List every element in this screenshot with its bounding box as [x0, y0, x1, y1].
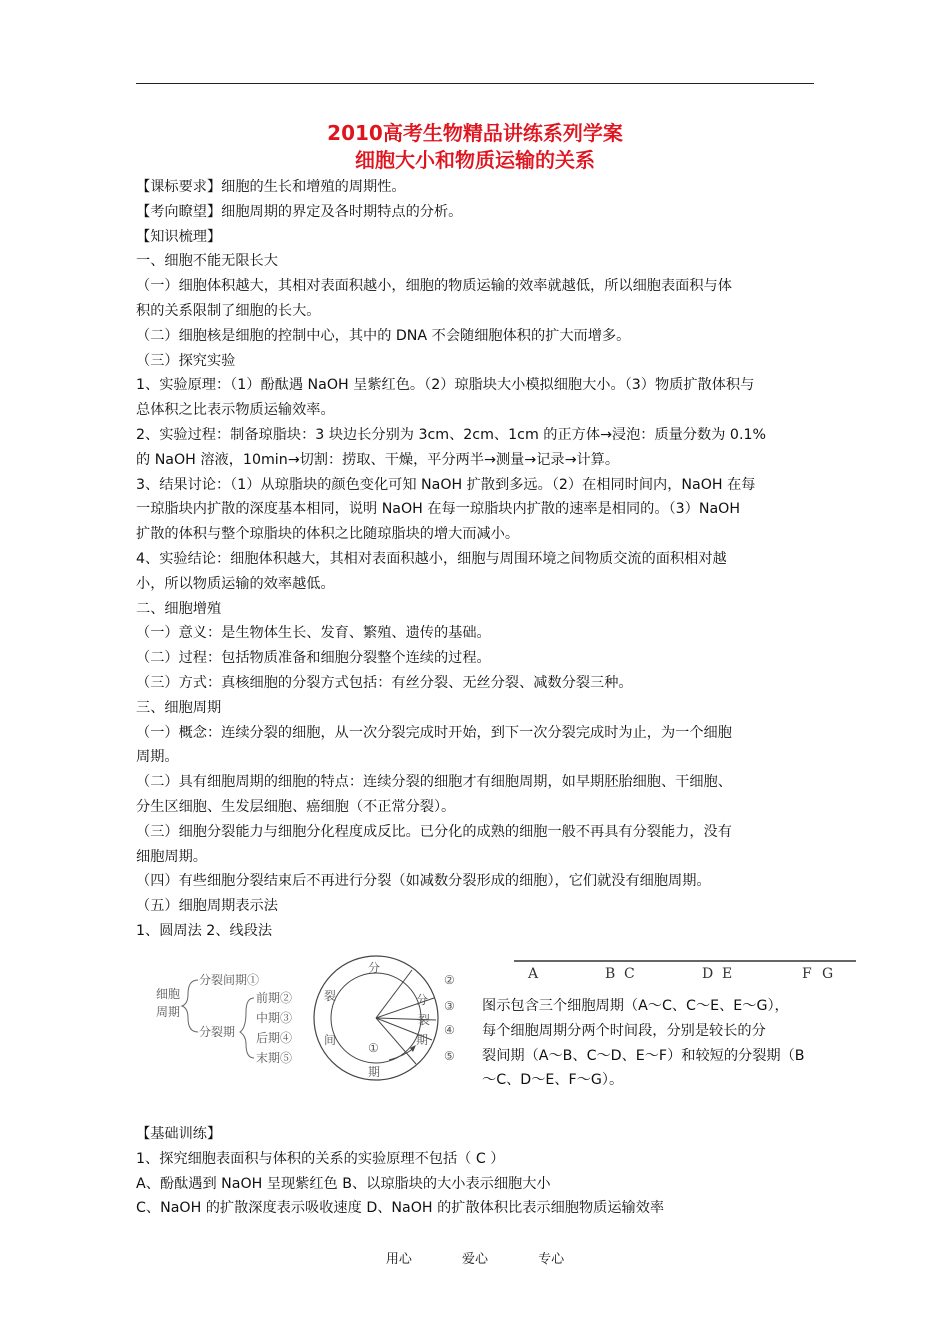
segment-letter: A: [528, 966, 539, 982]
segment-letter: B: [605, 966, 616, 982]
tree-phase-anaphase: 后期④: [256, 1031, 293, 1045]
tree-phase-prophase: 前期②: [256, 991, 293, 1005]
footer-word: 用心: [385, 1252, 412, 1267]
text-line: 1、实验原理：（1）酚酞遇 NaOH 呈紫红色。（2）琼脂块大小模拟细胞大小。（3）物质扩散体积与: [136, 377, 755, 394]
segment-letter: G: [822, 966, 834, 982]
text-line: 总体积之比表示物质运输效率。: [136, 402, 335, 419]
text-line: 二、细胞增殖: [136, 600, 222, 617]
text-line: 扩散的体积与整个琼脂块的体积之比随琼脂块的增大而减小。: [136, 526, 520, 543]
footer-word: 专心: [538, 1252, 565, 1267]
text-line: 1、圆周法 2、线段法: [136, 922, 273, 939]
segment-letter: E: [722, 966, 733, 982]
question-1-options-ab: A、酚酞遇到 NaOH 呈现紫红色 B、以琼脂块的大小表示细胞大小: [136, 1175, 551, 1192]
segment-caption: [482, 994, 822, 1093]
circle-label: 裂: [324, 989, 337, 1003]
circle-number: ⑤: [444, 1049, 455, 1063]
basic-training: [136, 1122, 816, 1221]
tree-interphase: 分裂间期①: [199, 973, 260, 987]
text-line: 一、细胞不能无限长大: [136, 253, 278, 270]
page-title: 2010高考生物精品讲练系列学案: [327, 121, 623, 145]
text-line: （三）方式：真核细胞的分裂方式包括：有丝分裂、无丝分裂、减数分裂三种。: [136, 674, 633, 691]
circle-label: 间: [324, 1033, 337, 1047]
segment-letter: C: [624, 966, 635, 982]
text-line: 周期。: [136, 749, 179, 766]
circle-label: 分: [368, 961, 381, 975]
circle-mitosis-label: 期: [416, 1033, 429, 1047]
text-line: （一）意义：是生物体生长、发育、繁殖、遗传的基础。: [136, 625, 491, 642]
footer-word: 爱心: [461, 1252, 488, 1267]
text-line: 细胞周期。: [136, 848, 207, 865]
text-line: （五）细胞周期表示法: [136, 898, 278, 915]
cell-cycle-tree: [156, 972, 292, 1065]
text-line: 的 NaOH 溶液，10min→切割：捞取、干燥，平分两半→测量→记录→计算。: [136, 451, 620, 468]
cell-cycle-circle: [314, 956, 455, 1080]
tree-phase-telophase: 末期⑤: [256, 1051, 293, 1065]
tree-root-2: 周期: [156, 1005, 181, 1019]
text-line: 【考向瞭望】细胞周期的界定及各时期特点的分析。: [136, 203, 463, 220]
question-1-options-cd: C、NaOH 的扩散深度表示吸收速度 D、NaOH 的扩散体积比表示细胞物质运输效率: [136, 1200, 665, 1217]
text-line: （二）具有细胞周期的细胞的特点：连续分裂的细胞才有细胞周期，如早期胚胎细胞、干细胞、: [136, 774, 732, 791]
circle-number: ④: [444, 1023, 455, 1037]
text-line: 3、结果讨论：（1）从琼脂块的颜色变化可知 NaOH 扩散到多远。（2）在相同时间内，NaOH 在每: [136, 476, 756, 493]
page-footer: [0, 1248, 950, 1267]
text-line: （一）概念：连续分裂的细胞，从一次分裂完成时开始，到下一次分裂完成时为止，为一个细胞: [136, 724, 732, 741]
caption-line: 图示包含三个细胞周期（A～C、C～E、E～G），: [482, 998, 789, 1014]
text-line: 【知识梳理】: [136, 228, 222, 245]
tree-mitosis: 分裂期: [199, 1025, 236, 1039]
segment-letter: D: [702, 966, 714, 982]
main-text: [136, 175, 816, 944]
segment-letter: F: [802, 966, 812, 982]
text-line: 分生区细胞、生发层细胞、癌细胞（不正常分裂）。: [136, 798, 456, 815]
text-line: 【课标要求】细胞的生长和增殖的周期性。: [136, 179, 406, 195]
circle-label: ①: [368, 1041, 379, 1055]
page-subtitle: 细胞大小和物质运输的关系: [355, 148, 595, 172]
text-line: （三）探究实验: [136, 352, 236, 369]
tree-root-1: 细胞: [156, 987, 181, 1001]
text-line: （四）有些细胞分裂结束后不再进行分裂（如减数分裂形成的细胞），它们就没有细胞周期。: [136, 873, 711, 890]
text-line: （二）过程：包括物质准备和细胞分裂整个连续的过程。: [136, 650, 491, 667]
circle-mitosis-label: 分: [416, 993, 429, 1007]
circle-label: 期: [368, 1065, 381, 1079]
cell-cycle-segment: [514, 961, 856, 982]
tree-phase-metaphase: 中期③: [256, 1011, 293, 1025]
text-line: 一琼脂块内扩散的深度基本相同，说明 NaOH 在每一琼脂块内扩散的速率是相同的。（3）NaOH: [136, 501, 740, 518]
text-line: 4、实验结论：细胞体积越大，其相对表面积越小，细胞与周围环境之间物质交流的面积相对越: [136, 550, 727, 567]
caption-line: 裂间期（A～B、C～D、E～F）和较短的分裂期（B: [482, 1047, 805, 1064]
caption-line: ～C、D～E、F～G）。: [482, 1072, 624, 1089]
text-line: （三）细胞分裂能力与细胞分化程度成反比。已分化的成熟的细胞一般不再具有分裂能力，没有: [136, 823, 732, 840]
caption-line: 每个细胞周期分两个时间段，分别是较长的分: [482, 1022, 766, 1039]
text-line: 积的关系限制了细胞的长大。: [136, 302, 321, 319]
circle-mitosis-label: 裂: [418, 1013, 431, 1027]
header-rule: [136, 83, 814, 84]
text-line: 小，所以物质运输的效率越低。: [136, 575, 335, 592]
text-line: （一）细胞体积越大，其相对表面积越小，细胞的物质运输的效率就越低，所以细胞表面积与体: [136, 278, 732, 295]
circle-number: ③: [444, 999, 455, 1013]
training-heading: 【基础训练】: [136, 1126, 222, 1142]
text-line: （二）细胞核是细胞的控制中心，其中的 DNA 不会随细胞体积的扩大而增多。: [136, 327, 631, 344]
text-line: 2、实验过程：制备琼脂块：3 块边长分别为 3cm、2cm、1cm 的正方体→浸泡：质量分数为 0.1%: [136, 426, 766, 443]
question-1: 1、探究细胞表面积与体积的关系的实验原理不包括（ C ）: [136, 1150, 505, 1167]
text-line: 三、细胞周期: [136, 699, 222, 716]
circle-number: ②: [444, 973, 455, 987]
